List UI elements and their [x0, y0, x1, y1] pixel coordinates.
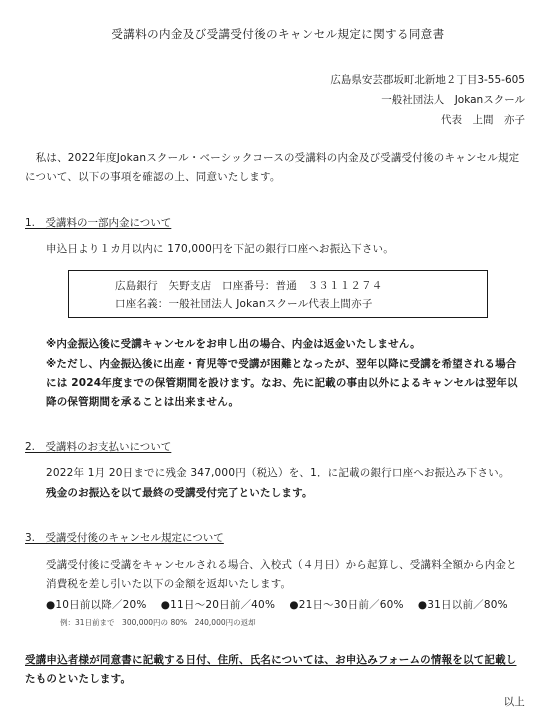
section-1-note-2a: ※ただし、内金振込後に出産・育児等で受講が困難となったが、翌年以降に受講を希望される場合 — [46, 358, 517, 370]
section-2-body-1: 2022年 1月 20日までに残金 347,000円（税込）を、1．に記載の銀行口座へお振込み下さい。 — [46, 467, 510, 479]
section-3-body-1: 受講受付後に受講をキャンセルされる場合、入校式（４月日）から起算し、受講料全額から内金と — [46, 559, 517, 571]
section-3-heading: 3. 受講受付後のキャンセル規定について — [25, 532, 224, 544]
org-representative: 代表 上間 亦子 — [441, 114, 525, 126]
section-1-heading: 1. 受講料の一部内金について — [25, 217, 172, 229]
bank-account-holder: 口座名義：一般社団法人 Jokanスクール代表上間亦子 — [115, 298, 373, 310]
org-address: 広島県安芸郡坂町北新地２丁目3-55-605 — [330, 74, 525, 86]
section-1-note-2c: 降の保管期間を承ることは出来ません。 — [46, 396, 240, 408]
intro-line-1: 私は、2022年度Jokanスクール・ベーシックコースの受講料の内金及び受講受付後のキャンセル規定 — [25, 152, 520, 164]
intro-line-2: について、以下の事項を確認の上、同意いたします。 — [25, 171, 281, 183]
org-name: 一般社団法人 Jokanスクール — [381, 94, 525, 106]
section-1-note-2b: には 2024年度までの保管期間を設けます。なお、先に記載の事由以外によるキャンセルは翌年以 — [46, 377, 518, 389]
section-1-body: 申込日より１カ月以内に 170,000円を下記の銀行口座へお振込下さい。 — [46, 243, 394, 255]
section-1-note-1: ※内金振込後に受講キャンセルをお申し出の場合、内金は返金いたしません。 — [46, 338, 421, 350]
refund-example: 例：31日前まで 300,000円の 80% 240,000円の返却 — [60, 618, 256, 627]
bank-info-box — [68, 270, 488, 318]
closing-end-mark: 以上 — [503, 696, 525, 708]
cancel-refund-rates: ●10日前以降／20% ●11日～20日前／40% ●21日～30日前／60% ●31日以前／80% — [46, 599, 508, 611]
section-2-heading: 2. 受講料のお支払いについて — [25, 441, 172, 453]
closing-line-1: 受講申込者様が同意書に記載する日付、住所、氏名については、お申込みフォームの情報を以て記載し — [25, 654, 517, 666]
closing-line-2: たものといたします。 — [25, 673, 132, 685]
section-3-body-2: 消費税を差し引いた以下の金額を返却いたします。 — [46, 578, 292, 590]
section-2-body-2: 残金のお振込を以て最終の受講受付完了といたします。 — [46, 487, 313, 499]
bank-account-number: 広島銀行 矢野支店 口座番号：普通 ３３１１２７４ — [115, 280, 383, 292]
document-title: 受講料の内金及び受講受付後のキャンセル規定に関する同意書 — [111, 27, 445, 41]
